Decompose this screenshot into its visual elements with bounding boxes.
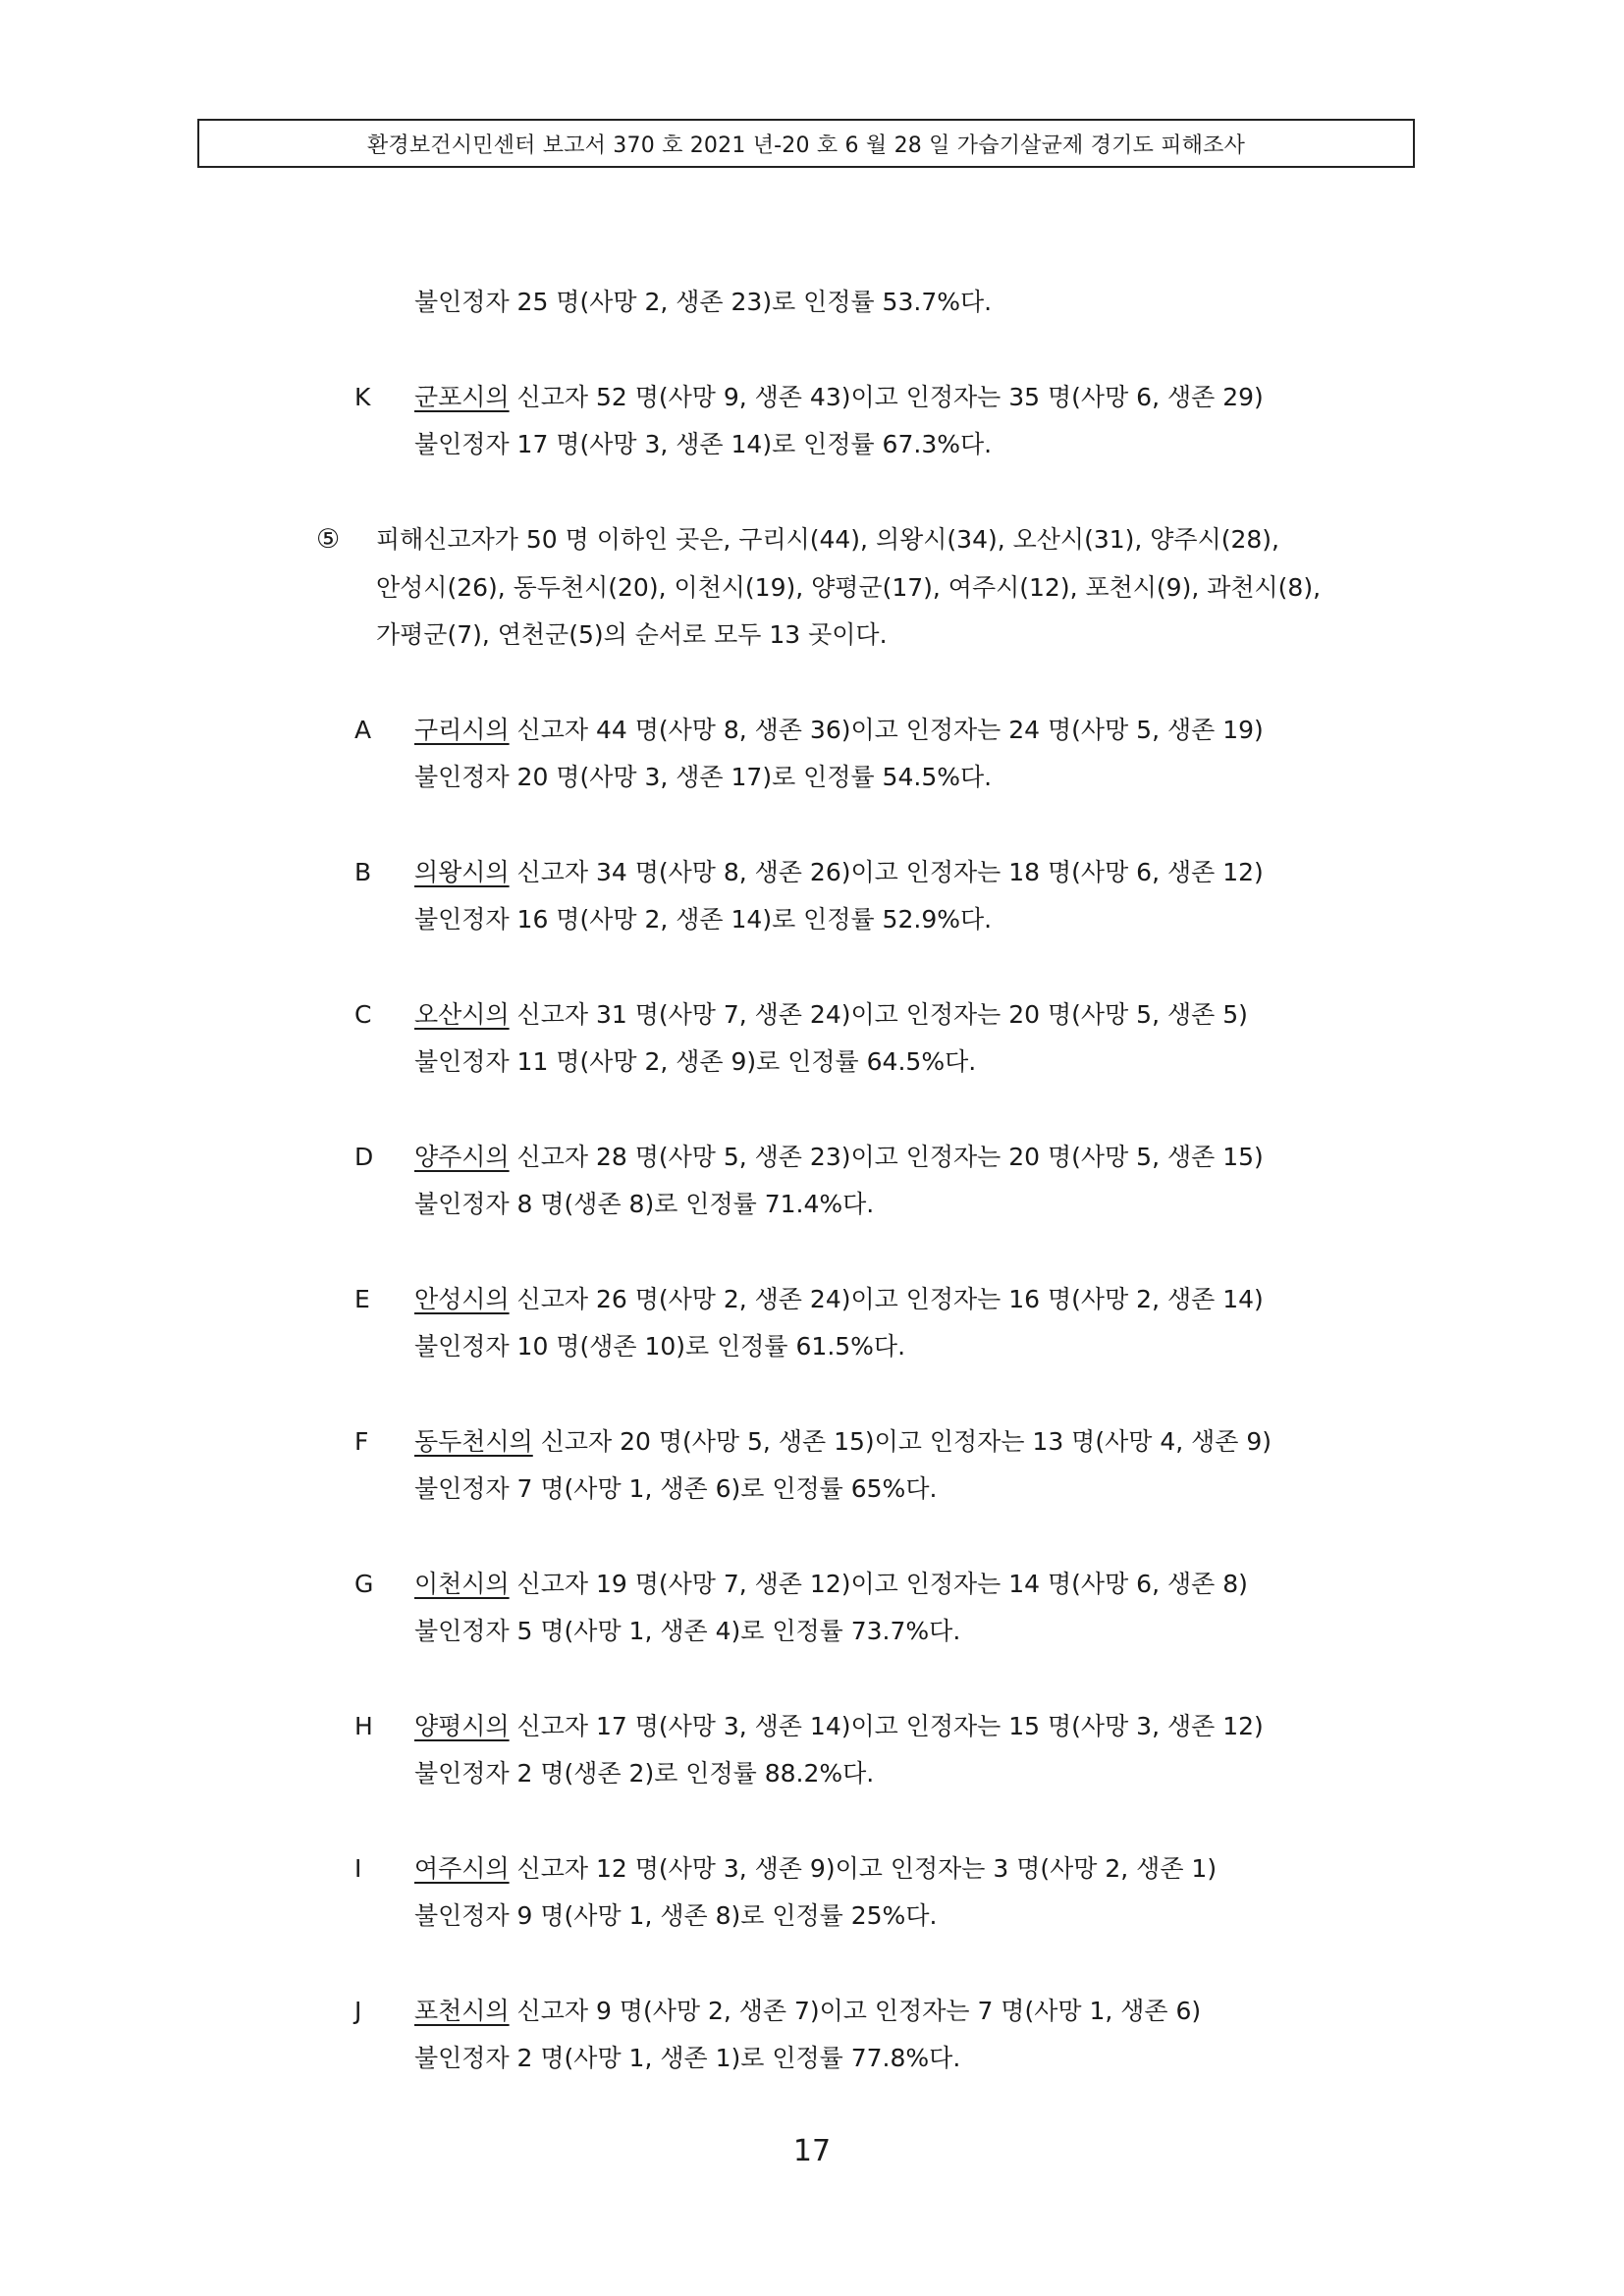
item-line-1 (414, 1425, 1272, 1459)
city-name: 안성시의 (414, 1285, 510, 1313)
city-name: 오산시의 (414, 1000, 510, 1029)
item-line-2: 불인정자 2 명(사망 1, 생존 1)로 인정률 77.8%다. (414, 2044, 961, 2072)
item-line-1-text: 신고자 44 명(사망 8, 생존 36)이고 인정자는 24 명(사망 5, 생존 19) (509, 716, 1264, 744)
item-letter: I (354, 1854, 362, 1883)
item-letter: H (354, 1712, 373, 1740)
item-line-1-text: 신고자 52 명(사망 9, 생존 43)이고 인정자는 35 명(사망 6, 생존 29) (509, 383, 1264, 411)
item-line-1 (414, 1852, 1217, 1886)
item-line-2: 불인정자 11 명(사망 2, 생존 9)로 인정률 64.5%다. (414, 1047, 977, 1076)
city-name: 포천시의 (414, 1997, 510, 2025)
item-line-1 (414, 381, 1264, 414)
item-letter: C (354, 1000, 372, 1029)
section-5-line: 가평군(7), 연천군(5)의 순서로 모두 13 곳이다. (376, 620, 888, 649)
item-line-1 (414, 1710, 1264, 1743)
item-line-2: 불인정자 9 명(사망 1, 생존 8)로 인정률 25%다. (414, 1901, 938, 1930)
item-line-1-text: 신고자 28 명(사망 5, 생존 23)이고 인정자는 20 명(사망 5, 생존 15) (509, 1143, 1264, 1171)
section-5-line: 안성시(26), 동두천시(20), 이천시(19), 양평군(17), 여주시(12), 포천시(9), 과천시(8), (376, 573, 1322, 602)
item-letter: D (354, 1143, 374, 1171)
item-line-1-text: 신고자 9 명(사망 2, 생존 7)이고 인정자는 7 명(사망 1, 생존 6) (509, 1997, 1202, 2025)
item-line-1-text: 신고자 19 명(사망 7, 생존 12)이고 인정자는 14 명(사망 6, 생존 8) (509, 1570, 1248, 1598)
city-name: 구리시의 (414, 716, 510, 744)
item-line-1-text: 신고자 20 명(사망 5, 생존 15)이고 인정자는 13 명(사망 4, 생존 9) (532, 1427, 1272, 1456)
city-name: 여주시의 (414, 1854, 510, 1883)
item-letter: G (354, 1570, 374, 1598)
item-line-2: 불인정자 16 명(사망 2, 생존 14)로 인정률 52.9%다. (414, 905, 993, 934)
item-letter: J (354, 1997, 362, 2025)
item-line-1 (414, 1283, 1264, 1316)
item-line-1-text: 신고자 31 명(사망 7, 생존 24)이고 인정자는 20 명(사망 5, 생존 5) (509, 1000, 1248, 1029)
city-name: 양평시의 (414, 1712, 510, 1740)
item-letter: K (354, 383, 371, 411)
item-line-1 (414, 1141, 1264, 1174)
item-line-2: 불인정자 17 명(사망 3, 생존 14)로 인정률 67.3%다. (414, 430, 993, 458)
city-name: 양주시의 (414, 1143, 510, 1171)
report-header-box (197, 119, 1415, 168)
circled-number: ⑤ (316, 524, 341, 555)
page-number: 17 (792, 2134, 832, 2168)
item-line-1 (414, 1995, 1201, 2028)
item-line-2: 불인정자 10 명(생존 10)로 인정률 61.5%다. (414, 1332, 906, 1361)
report-header-title: 환경보건시민센터 보고서 370 호 2021 년-20 호 6 월 28 일 가습기살균제 경기도 피해조사 (366, 133, 1246, 158)
item-line-1-text: 신고자 12 명(사망 3, 생존 9)이고 인정자는 3 명(사망 2, 생존 1) (509, 1854, 1218, 1883)
item-line-2: 불인정자 7 명(사망 1, 생존 6)로 인정률 65%다. (414, 1474, 938, 1503)
item-line-2: 불인정자 8 명(생존 8)로 인정률 71.4%다. (414, 1190, 875, 1218)
city-name: 의왕시의 (414, 858, 510, 886)
item-line-1-text: 신고자 34 명(사망 8, 생존 26)이고 인정자는 18 명(사망 6, 생존 12) (509, 858, 1264, 886)
item-line-2: 불인정자 2 명(생존 2)로 인정률 88.2%다. (414, 1759, 875, 1788)
city-name: 군포시의 (414, 383, 510, 411)
city-name: 동두천시의 (414, 1427, 533, 1456)
section-5-line: 피해신고자가 50 명 이하인 곳은, 구리시(44), 의왕시(34), 오산시(31), 양주시(28), (376, 525, 1279, 554)
item-letter: F (354, 1427, 369, 1456)
item-line-1 (414, 714, 1264, 747)
item-line-1-text: 신고자 26 명(사망 2, 생존 24)이고 인정자는 16 명(사망 2, 생존 14) (509, 1285, 1264, 1313)
item-line-1 (414, 856, 1264, 889)
city-name: 이천시의 (414, 1570, 510, 1598)
item-letter: B (354, 858, 372, 886)
continued-line: 불인정자 25 명(사망 2, 생존 23)로 인정률 53.7%다. (414, 288, 993, 316)
item-line-2: 불인정자 5 명(사망 1, 생존 4)로 인정률 73.7%다. (414, 1617, 961, 1645)
item-line-1 (414, 998, 1248, 1032)
item-line-2: 불인정자 20 명(사망 3, 생존 17)로 인정률 54.5%다. (414, 763, 993, 791)
item-line-1-text: 신고자 17 명(사망 3, 생존 14)이고 인정자는 15 명(사망 3, 생존 12) (509, 1712, 1264, 1740)
item-line-1 (414, 1568, 1248, 1601)
item-letter: A (354, 716, 372, 744)
item-letter: E (354, 1285, 370, 1313)
